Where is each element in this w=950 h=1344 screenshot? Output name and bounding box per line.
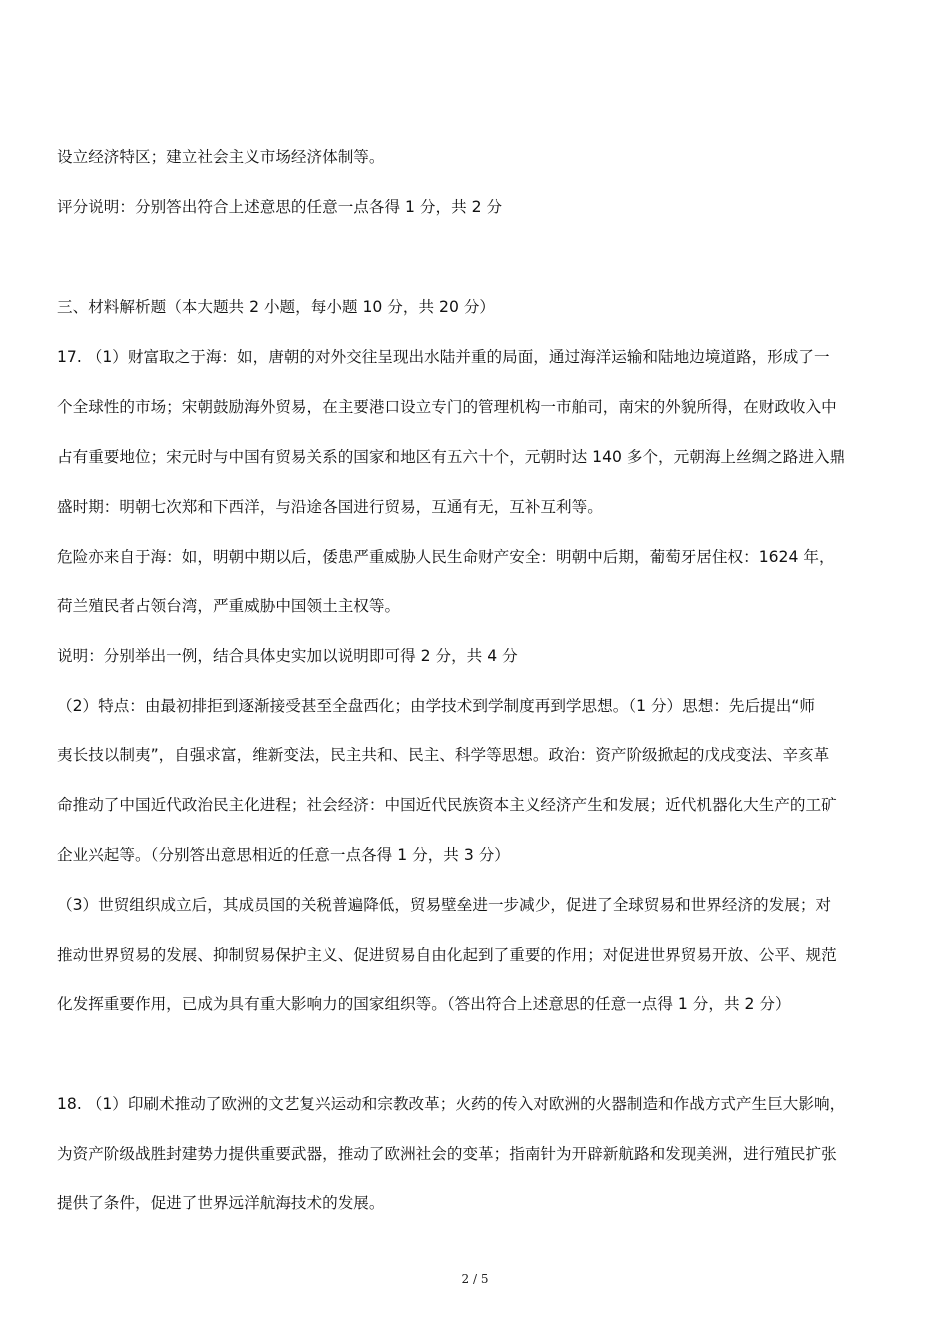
text-line: 危险亦来自于海：如，明朝中期以后，倭患严重威胁人民生命财产安全：明朝中后期，葡萄牙居住权：1624 年， (57, 548, 835, 566)
text-line: 荷兰殖民者占领台湾，严重威胁中国领土主权等。 (57, 597, 401, 615)
text-line: 设立经济特区；建立社会主义市场经济体制等。 (57, 148, 385, 166)
text-line: 盛时期：明朝七次郑和下西洋，与沿途各国进行贸易，互通有无，互补互利等。 (57, 498, 603, 516)
text-line: 企业兴起等。（分别答出意思相近的任意一点各得 1 分，共 3 分） (57, 846, 510, 864)
text-line: 命推动了中国近代政治民主化进程；社会经济：中国近代民族资本主义经济产生和发展；近代机器化大生产的工矿 (57, 796, 837, 814)
text-line: （2）特点：由最初排拒到逐渐接受甚至全盘西化；由学技术到学制度再到学思想。（1 分）思想：先后提出“师 (57, 697, 815, 715)
page-number: 2 / 5 (461, 1272, 489, 1286)
text-line: 评分说明：分别答出符合上述意思的任意一点各得 1 分，共 2 分 (57, 198, 503, 216)
text-line: 夷长技以制夷”，自强求富，维新变法，民主共和、民主、科学等思想。政治：资产阶级掀起的戊戌变法、辛亥革 (57, 746, 830, 764)
text-line: （3）世贸组织成立后，其成员国的关税普遍降低，贸易壁垒进一步减少，促进了全球贸易和世界经济的发展；对 (57, 896, 832, 914)
text-line: 占有重要地位；宋元时与中国有贸易关系的国家和地区有五六十个，元朝时达 140 多个，元朝海上丝绸之路进入鼎 (57, 448, 846, 466)
text-line: 个全球性的市场；宋朝鼓励海外贸易，在主要港口设立专门的管理机构一市舶司，南宋的外貌所得，在财政收入中 (57, 398, 837, 416)
section-heading: 三、材料解析题（本大题共 2 小题，每小题 10 分，共 20 分） (57, 298, 496, 316)
text-line: 提供了条件，促进了世界远洋航海技术的发展。 (57, 1194, 385, 1212)
text-line: 18. （1）印刷术推动了欧洲的文艺复兴运动和宗教改革；火药的传入对欧洲的火器制造和作战方式产生巨大影响， (57, 1095, 846, 1113)
text-line: 17. （1）财富取之于海：如，唐朝的对外交往呈现出水陆并重的局面，通过海洋运输和陆地边境道路，形成了一 (57, 348, 830, 366)
text-line: 说明：分别举出一例，结合具体史实加以说明即可得 2 分，共 4 分 (57, 647, 518, 665)
text-line: 化发挥重要作用，已成为具有重大影响力的国家组织等。（答出符合上述意思的任意一点得 1 分，共 2 分） (57, 995, 791, 1013)
text-line: 为资产阶级战胜封建势力提供重要武器，推动了欧洲社会的变革；指南针为开辟新航路和发现美洲，进行殖民扩张 (57, 1145, 837, 1163)
text-line: 推动世界贸易的发展、抑制贸易保护主义、促进贸易自由化起到了重要的作用；对促进世界贸易开放、公平、规范 (57, 946, 837, 964)
